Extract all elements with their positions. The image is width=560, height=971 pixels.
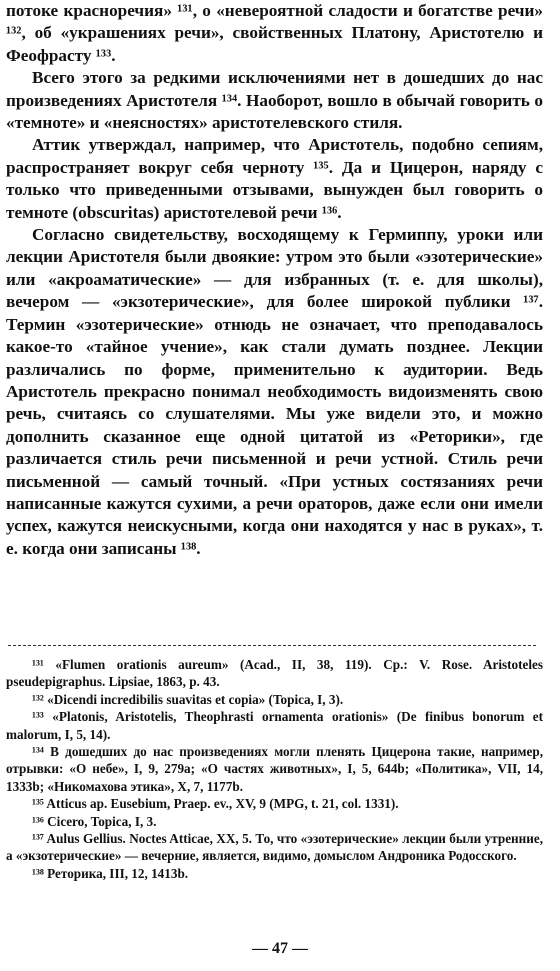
paragraph-3: Аттик утверждал, например, что Аристотель, подобно сепиям, распространяет вокруг себя черноту ¹³⁵. Да и Цицерон, наряду с только что приведенными отзывами, вынужден был говорить о темноте (obscuritas) аристотелевой речи ¹³⁶.: [6, 135, 543, 222]
main-text: [6, 0, 543, 560]
paragraph-1: потоке красноречия» ¹³¹, о «невероятной сладости и богатстве речи» ¹³², об «украшениях речи», свойственных Платону, Аристотелю и Феофрасту ¹³³.: [6, 1, 543, 65]
footnote-132: ¹³² «Dicendi incredibilis suavitas et copia» (Topica, I, 3).: [32, 691, 344, 707]
footnote-135: ¹³⁵ Atticus ap. Eusebium, Praep. ev., XV, 9 (MPG, t. 21, col. 1331).: [32, 796, 399, 812]
footnote-136: ¹³⁶ Cicero, Topica, I, 3.: [32, 813, 157, 829]
footnote-138: ¹³⁸ Реторика, III, 12, 1413b.: [32, 865, 189, 881]
footnote-separator: [8, 645, 536, 647]
footnote-131: ¹³¹ «Flumen orationis aureum» (Acad., II, 38, 119). Cp.: V. Rose. Aristoteles pseudepigraphus. Lipsiae, 1863, p. 43.: [6, 657, 543, 690]
paragraph-4: Согласно свидетельству, восходящему к Гермиппу, уроки или лекции Аристотеля были двоякие: утром это были «эзотерические» или «акроаматические» — для избранных (т. е. для школы), вечером — «экзотерические», для более широкой публики ¹³⁷. Термин «эзотерические» отнюдь не означает, что преподавалось какое-то «тайное учение», как стали думать позднее. Лекции различались по форме, применительно к аудитории. Ведь Аристотель прекрасно понимал необходимость видоизменять свою речь, считаясь со слушателями. Мы уже видели это, и можно дополнить сказанное еще одной цитатой из «Реторики», где различается стиль речи письменной и речи устной. Стиль речи письменной — самый точный. «При устных состязаниях речи написанные кажутся сухими, а речи ораторов, даже если они имели успех, кажутся неискусными, когда они находятся у нас в руках», т. е. когда они записаны ¹³⁸.: [6, 225, 543, 558]
footnote-137: ¹³⁷ Aulus Gellius. Noctes Atticae, XX, 5. То, что «эзотерические» лекции были утренние, а «экзотерические» — вечерние, является, видимо, домыслом Андроника Родосского.: [6, 831, 543, 864]
page-number: — 47 —: [252, 940, 308, 957]
footnotes: [6, 656, 543, 882]
paragraph-2: Всего этого за редкими исключениями нет в дошедших до нас произведениях Аристотеля ¹³⁴. Наоборот, вошло в обычай говорить о «темноте» и «неясностях» аристотелевского стиля.: [6, 68, 543, 133]
footnote-133: ¹³³ «Platonis, Aristotelis, Theophrasti ornamenta orationis» (De finibus bonorum et malorum, I, 5, 14).: [6, 709, 543, 742]
footnote-134: ¹³⁴ В дошедших до нас произведениях могли пленять Цицерона такие, например, отрывки: «О небе», I, 9, 279a; «О частях животных», I, 5, 644b; «Политика», VII, 14, 1333b; «Никомахова этика», X, 7, 1177b.: [6, 744, 543, 794]
